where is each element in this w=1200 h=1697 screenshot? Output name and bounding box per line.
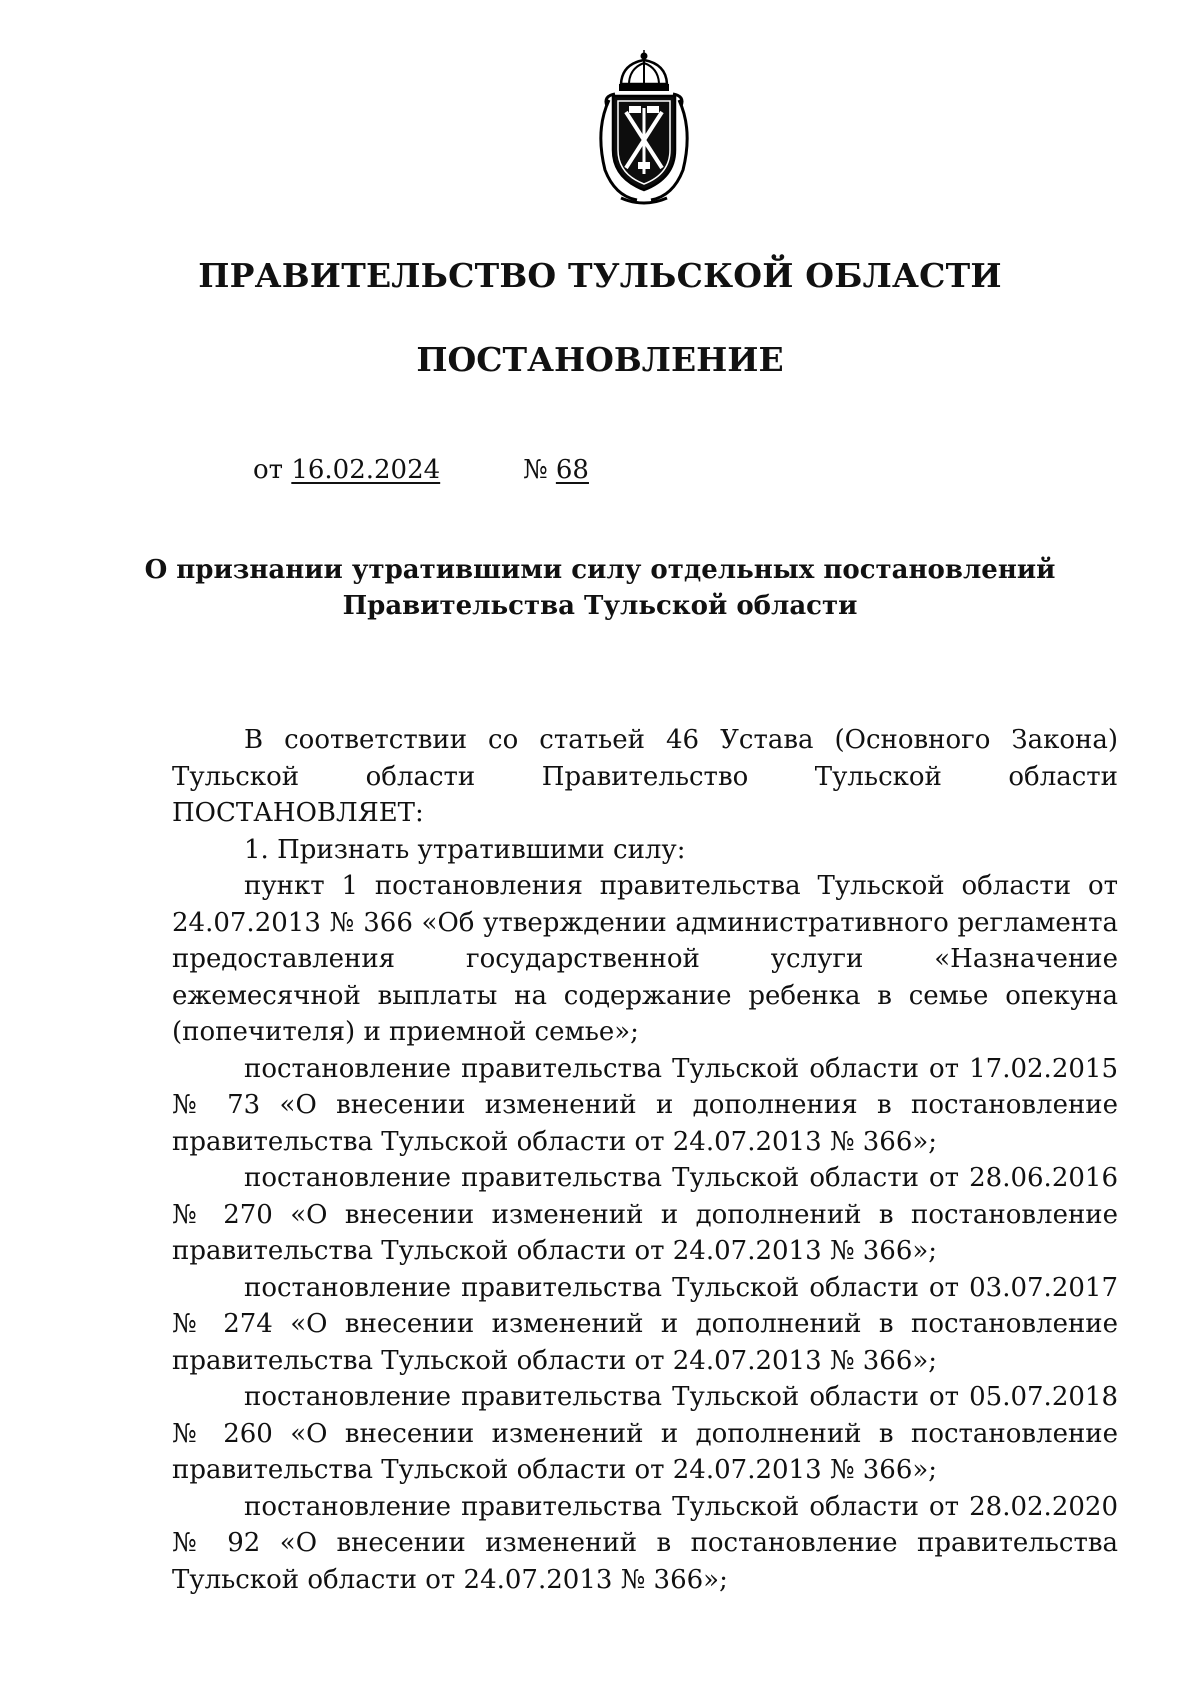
paragraph: В соответствии со статьей 46 Устава (Основного Закона) Тульской области Правительство Тульской области ПОСТАНОВЛЯЕТ: bbox=[172, 725, 1118, 828]
document-subject bbox=[0, 552, 1200, 624]
document-date bbox=[253, 455, 440, 485]
paragraph: постановление правительства Тульской области от 17.02.2015 № 73 «О внесении изменений и дополнения в постановление правительства Тульской области от 24.07.2013 № 366»; bbox=[172, 1053, 1118, 1157]
date-value: 16.02.2024 bbox=[291, 455, 441, 485]
paragraph: постановление правительства Тульской области от 28.06.2016 № 270 «О внесении изменений и дополнений в постановление правительства Тульской области от 24.07.2013 № 366»; bbox=[172, 1163, 1118, 1266]
government-title: ПРАВИТЕЛЬСТВО ТУЛЬСКОЙ ОБЛАСТИ bbox=[198, 256, 1002, 295]
number-prefix: № bbox=[523, 455, 548, 485]
tula-coat-of-arms-icon bbox=[591, 50, 697, 210]
paragraph: 1. Признать утратившими силу: bbox=[244, 834, 686, 865]
subject-line: О признании утратившими силу отдельных постановлений bbox=[144, 555, 1056, 585]
subject-line: Правительства Тульской области bbox=[342, 591, 858, 621]
paragraph: постановление правительства Тульской области от 28.02.2020 № 92 «О внесении изменений в постановление правительства Тульской области от 24.07.2013 № 366»; bbox=[172, 1491, 1118, 1595]
paragraph: постановление правительства Тульской области от 05.07.2018 № 260 «О внесении изменений и дополнений в постановление правительства Тульской области от 24.07.2013 № 366»; bbox=[172, 1382, 1118, 1485]
document-type: ПОСТАНОВЛЕНИЕ bbox=[416, 340, 784, 379]
paragraph: постановление правительства Тульской области от 03.07.2017 № 274 «О внесении изменений и дополнений в постановление правительства Тульской области от 24.07.2013 № 366»; bbox=[172, 1272, 1118, 1376]
paragraph: пункт 1 постановления правительства Тульской области от 24.07.2013 № 366 «Об утверждении административного регламента предоставления государственной услуги «Назначение ежемесячной выплаты на содержание ребенка в семье опекуна (попечителя) и приемной семье»; bbox=[172, 871, 1118, 1047]
number-value: 68 bbox=[555, 455, 589, 485]
document-number bbox=[523, 455, 589, 485]
document-body bbox=[172, 722, 1118, 1598]
date-prefix: от bbox=[253, 455, 284, 485]
